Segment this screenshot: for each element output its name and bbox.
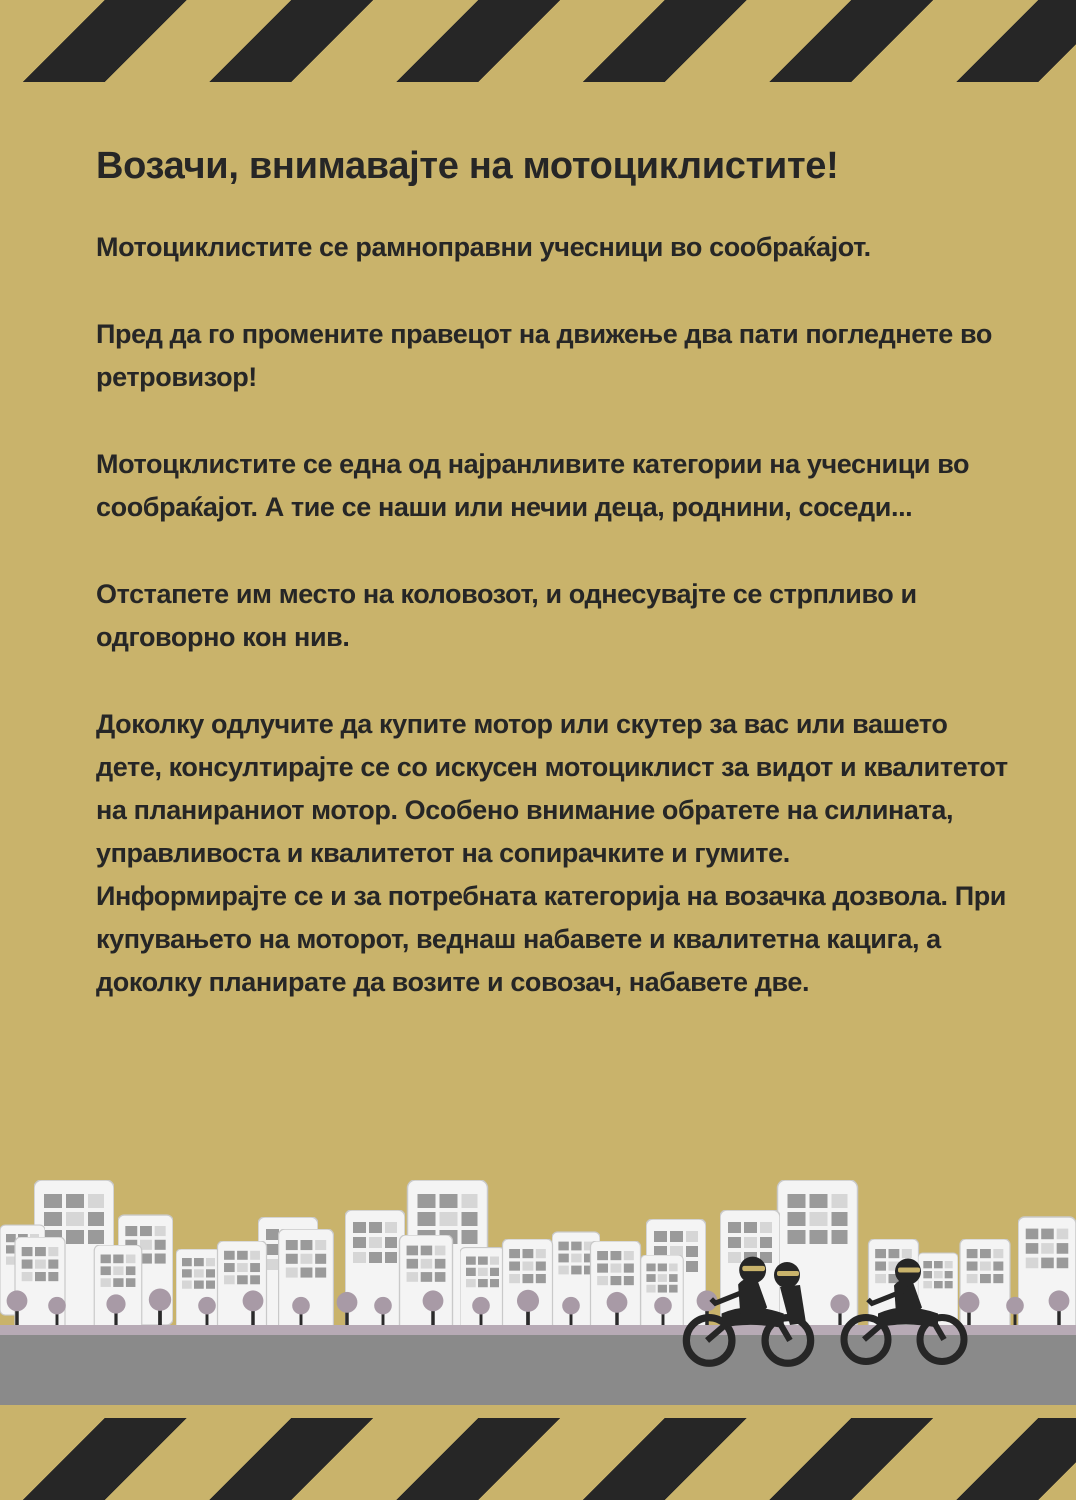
hazard-stripes-top	[0, 0, 1076, 82]
paragraph-license-helmet: Информирајте се и за потребната категорија на возачка дозвола. При купувањето на моторот, веднаш набавете и квалитетна кацига, а доколку планирате да возите и совозач, набавете две.	[96, 881, 1007, 997]
paragraph-give-way: Отстапете им место на коловозот, и однесувајте се стрпливо и одговорно кон нив.	[96, 579, 917, 652]
paragraph-equal-participants: Мотоциклистите се рамноправни учесници во сообраќајот.	[96, 232, 871, 262]
paragraph-buying-advice: Доколку одлучите да купите мотор или скутер за вас или вашето дете, консултирајте се со искусен мотоциклист за видот и квалитетот на планираниот мотор. Особено внимание обратете на силината, управливоста и квалитетот на сопирачките и гумите.	[96, 709, 1008, 868]
paragraph-vulnerable: Мотоцклистите се една од најранливите категории на учесници во сообраќајот. А тие се наши или нечии деца, роднини, соседи...	[96, 449, 970, 522]
poster-title: Возачи, внимавајте на мотоциклистите!	[96, 145, 839, 187]
poster-content	[96, 140, 1016, 1004]
city-illustration	[0, 1175, 1076, 1418]
road	[0, 1335, 1076, 1405]
paragraph-check-mirror: Пред да го промените правецот на движење два пати погледнете во ретровизор!	[96, 319, 992, 392]
hazard-stripes-bottom	[0, 1418, 1076, 1500]
